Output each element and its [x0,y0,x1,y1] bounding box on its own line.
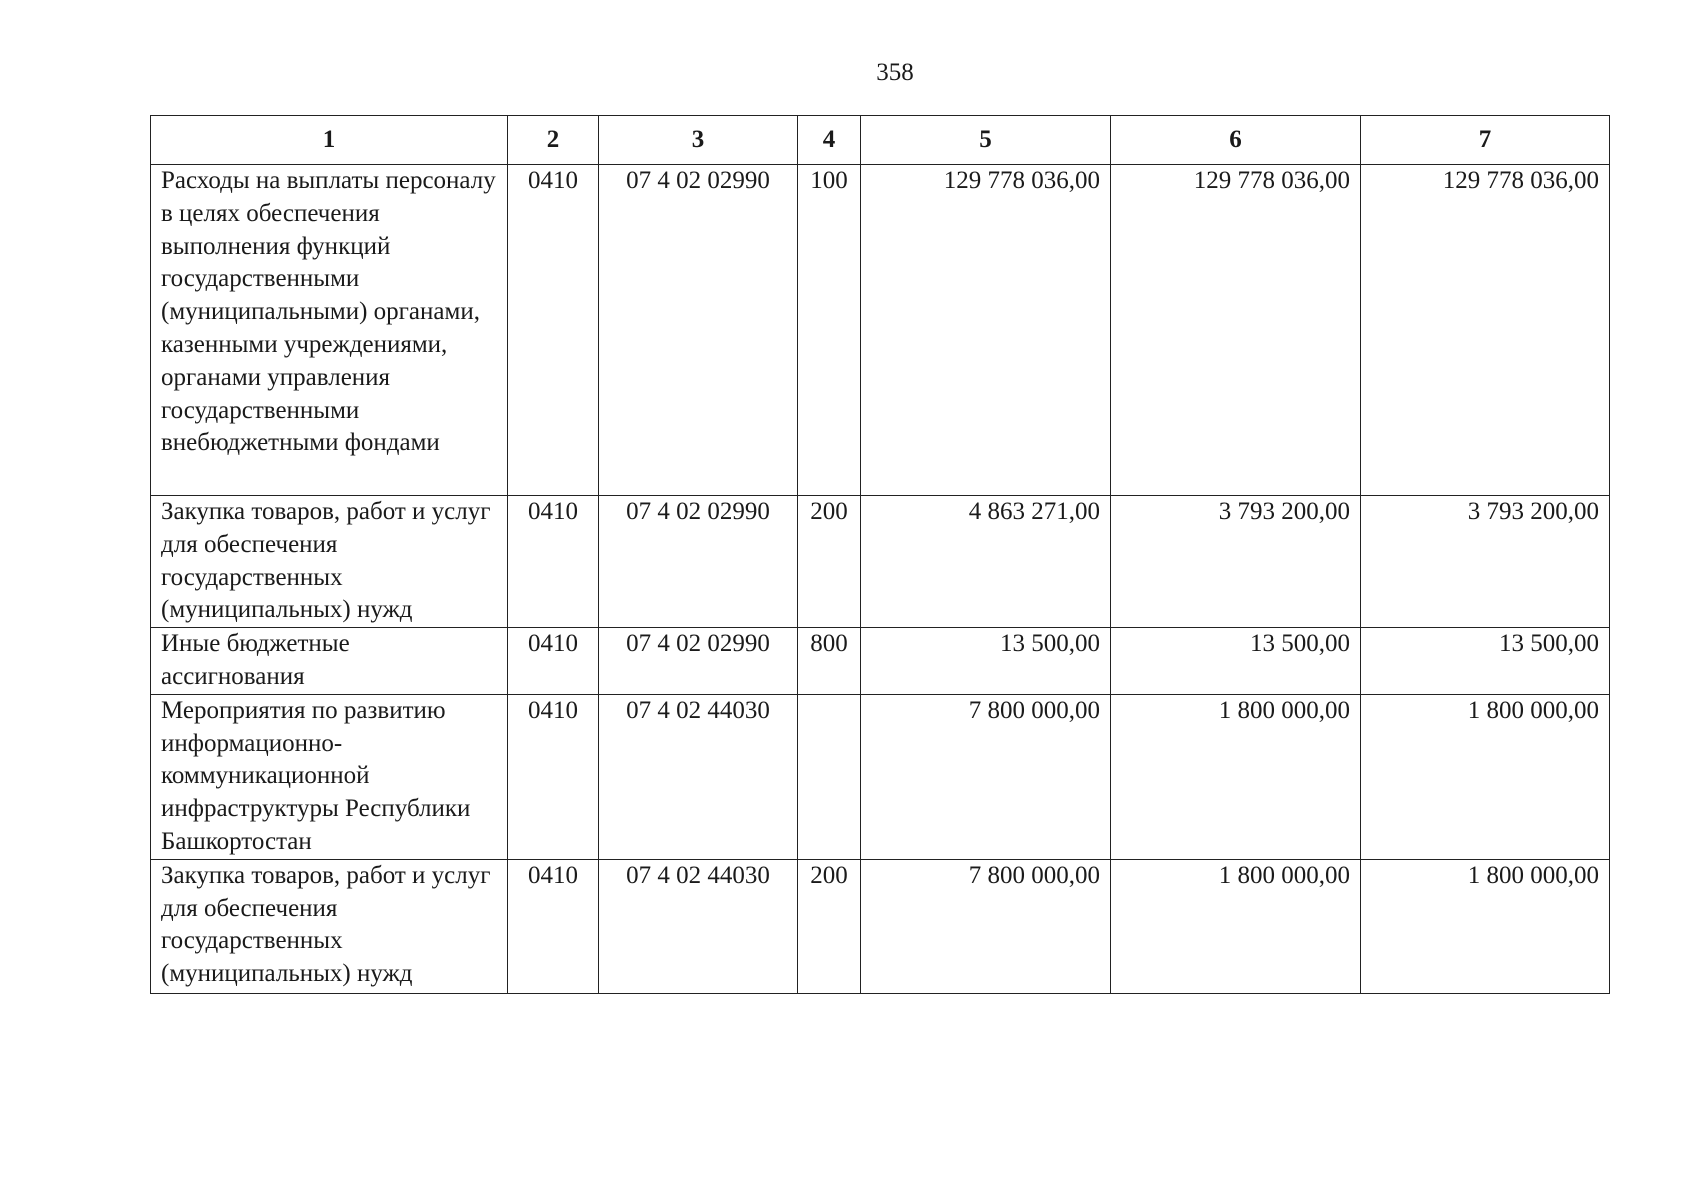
amount-cell-6: 3 793 200,00 [1111,496,1361,628]
target-code-cell: 07 4 02 44030 [599,859,798,993]
amount-cell-5: 129 778 036,00 [861,165,1111,496]
section-code-cell: 0410 [508,859,599,993]
column-header-1: 1 [151,116,508,165]
section-code-cell: 0410 [508,694,599,859]
table-row [151,165,1610,496]
page-number: 358 [876,59,914,86]
amount-cell-6: 129 778 036,00 [1111,165,1361,496]
amount-cell-5: 7 800 000,00 [861,694,1111,859]
amount-cell-7: 1 800 000,00 [1361,694,1610,859]
amount-cell-7: 1 800 000,00 [1361,859,1610,993]
row-name-cell: Закупка товаров, работ и услуг для обеспечения государственных (муниципальных) нужд [151,859,508,993]
table-row [151,496,1610,628]
table-row [151,859,1610,993]
column-header-4: 4 [798,116,861,165]
amount-cell-6: 1 800 000,00 [1111,859,1361,993]
target-code-cell: 07 4 02 02990 [599,496,798,628]
expense-type-cell: 200 [798,859,861,993]
target-code-cell: 07 4 02 44030 [599,694,798,859]
amount-cell-5: 4 863 271,00 [861,496,1111,628]
target-code-cell: 07 4 02 02990 [599,165,798,496]
table-row [151,628,1610,695]
budget-table [150,115,1610,994]
target-code-cell: 07 4 02 02990 [599,628,798,695]
row-name-cell: Расходы на выплаты персоналу в целях обеспечения выполнения функций государственными (муниципальными) органами, казенными учреждениями, органами управления государственными внебюджетными фондами [151,165,508,496]
column-header-3: 3 [599,116,798,165]
section-code-cell: 0410 [508,628,599,695]
amount-cell-7: 13 500,00 [1361,628,1610,695]
amount-cell-6: 13 500,00 [1111,628,1361,695]
expense-type-cell: 800 [798,628,861,695]
section-code-cell: 0410 [508,496,599,628]
row-name-cell: Закупка товаров, работ и услуг для обеспечения государственных (муниципальных) нужд [151,496,508,628]
amount-cell-5: 13 500,00 [861,628,1111,695]
amount-cell-7: 3 793 200,00 [1361,496,1610,628]
expense-type-cell [798,694,861,859]
amount-cell-7: 129 778 036,00 [1361,165,1610,496]
column-header-7: 7 [1361,116,1610,165]
expense-type-cell: 200 [798,496,861,628]
table-row [151,694,1610,859]
column-header-6: 6 [1111,116,1361,165]
column-header-5: 5 [861,116,1111,165]
table-header-row [151,116,1610,165]
amount-cell-6: 1 800 000,00 [1111,694,1361,859]
amount-cell-5: 7 800 000,00 [861,859,1111,993]
column-header-2: 2 [508,116,599,165]
row-name-cell: Мероприятия по развитию информационно-коммуникационной инфраструктуры Республики Башкортостан [151,694,508,859]
expense-type-cell: 100 [798,165,861,496]
row-name-cell: Иные бюджетные ассигнования [151,628,508,695]
section-code-cell: 0410 [508,165,599,496]
